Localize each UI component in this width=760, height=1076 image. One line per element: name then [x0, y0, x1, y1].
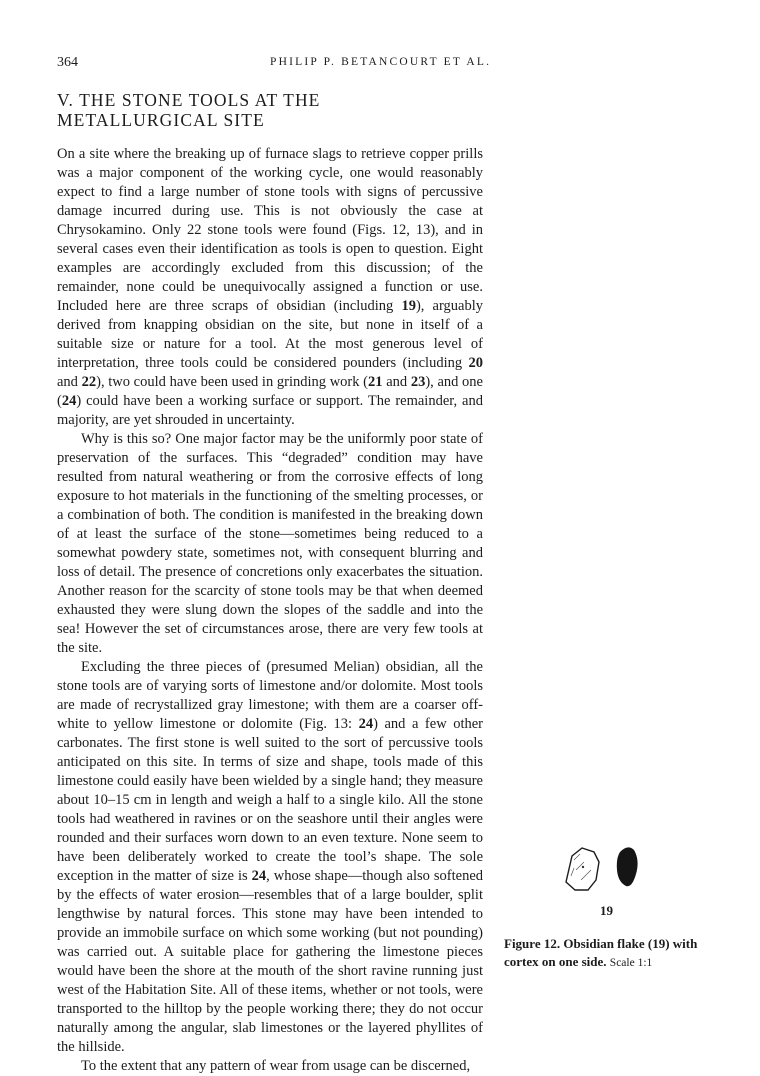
section-heading-line-2: METALLURGICAL SITE [57, 110, 265, 130]
obsidian-flake-illustration [562, 840, 652, 896]
flake-cortex-view [617, 847, 638, 886]
figure-caption: Figure 12. Obsidian flake (19) with cortex on one side. Scale 1:1 [504, 936, 698, 969]
running-title: PHILIP P. BETANCOURT ET AL. [270, 56, 492, 68]
paragraph-3: Excluding the three pieces of (presumed Melian) obsidian, all the stone tools are of varying sorts of limestone and/or dolomite. Most tools are made of recrystallized gray limestone; with them are a coarser off-white to yellow limestone or dolomite (Fig. 13: 24) and a few other carbonates. The first stone is well suited to the sort of percussive tools anticipated on this site. In terms of size and shape, tools made of this limestone could easily have been wielded by a single hand; they measure about 10–15 cm in length and weigh a half to a single kilo. All the stone tools had weathered in ravines or on the seashore until their angles were rounded and their surfaces worn down to an even texture. None seem to have been deliberately worked to create the tool’s shape. The sole exception in the matter of size is 24, whose shape—though also softened by the effects of water erosion—resembles that of a large boulder, split lengthwise by natural forces. This stone may have been intended to provide an immobile surface on which some working (but not pounding) was carried out. A suitable place for gathering the limestone pieces would have been the shore at the mouth of the short ravine running just west of the Habitation Site. All of these items, whether or not tools, were transported to the hilltop by the people working there; they do not occur naturally among the angular, slab limestones or the layered phyllites of the hillside. [57, 659, 484, 1055]
page-number: 364 [57, 55, 78, 70]
paragraph-1: On a site where the breaking up of furnace slags to retrieve copper prills was a major component of the working cycle, one would reasonably expect to find a large number of stone tools with signs of percussive damage incurred during use. This is not obviously the case at Chrysokamino. Only 22 stone tools were found (Figs. 12, 13), and in several cases even their identification as tools is open to question. Eight examples are accordingly excluded from this discussion; of the remainder, none could be unequivocally assigned a function or use. Included here are three scraps of obsidian (including 19), arguably derived from knapping obsidian on the site, but none in itself of a suitable size or nature for a tool. At the most generous level of interpretation, three tools could be considered pounders (including 20 and 22), two could have been used in grinding work (21 and 23), and one (24) could have been a working surface or support. The remainder, and majority, are yet shrouded in uncertainty. [57, 146, 483, 428]
paragraph-2: Why is this so? One major factor may be the uniformly poor state of preservation of the surfaces. This “degraded” condition may have resulted from natural weathering or from the corrosive effects of long exposure to hot materials in the functioning of the smelting processes, or a combination of both. The condition is manifested in the breaking down of at least the surface of the stone—sometimes being reduced to a somewhat powdery state, sometimes not, with consequent blurring and loss of detail. The presence of concretions only exacerbates the situation. Another reason for the scarcity of stone tools may be that when deemed exhausted they were slung down the slopes of the saddle and into the sea! However the set of circumstances arose, there are very few tools at the site. [57, 431, 483, 656]
section-heading-line-1: V. THE STONE TOOLS AT THE [57, 90, 321, 110]
figure-item-number: 19 [600, 903, 613, 918]
paragraph-4: To the extent that any pattern of wear from usage can be discerned, [81, 1058, 471, 1074]
flake-outline-view [566, 848, 599, 890]
body-text [57, 145, 483, 1076]
section-heading [57, 90, 457, 130]
